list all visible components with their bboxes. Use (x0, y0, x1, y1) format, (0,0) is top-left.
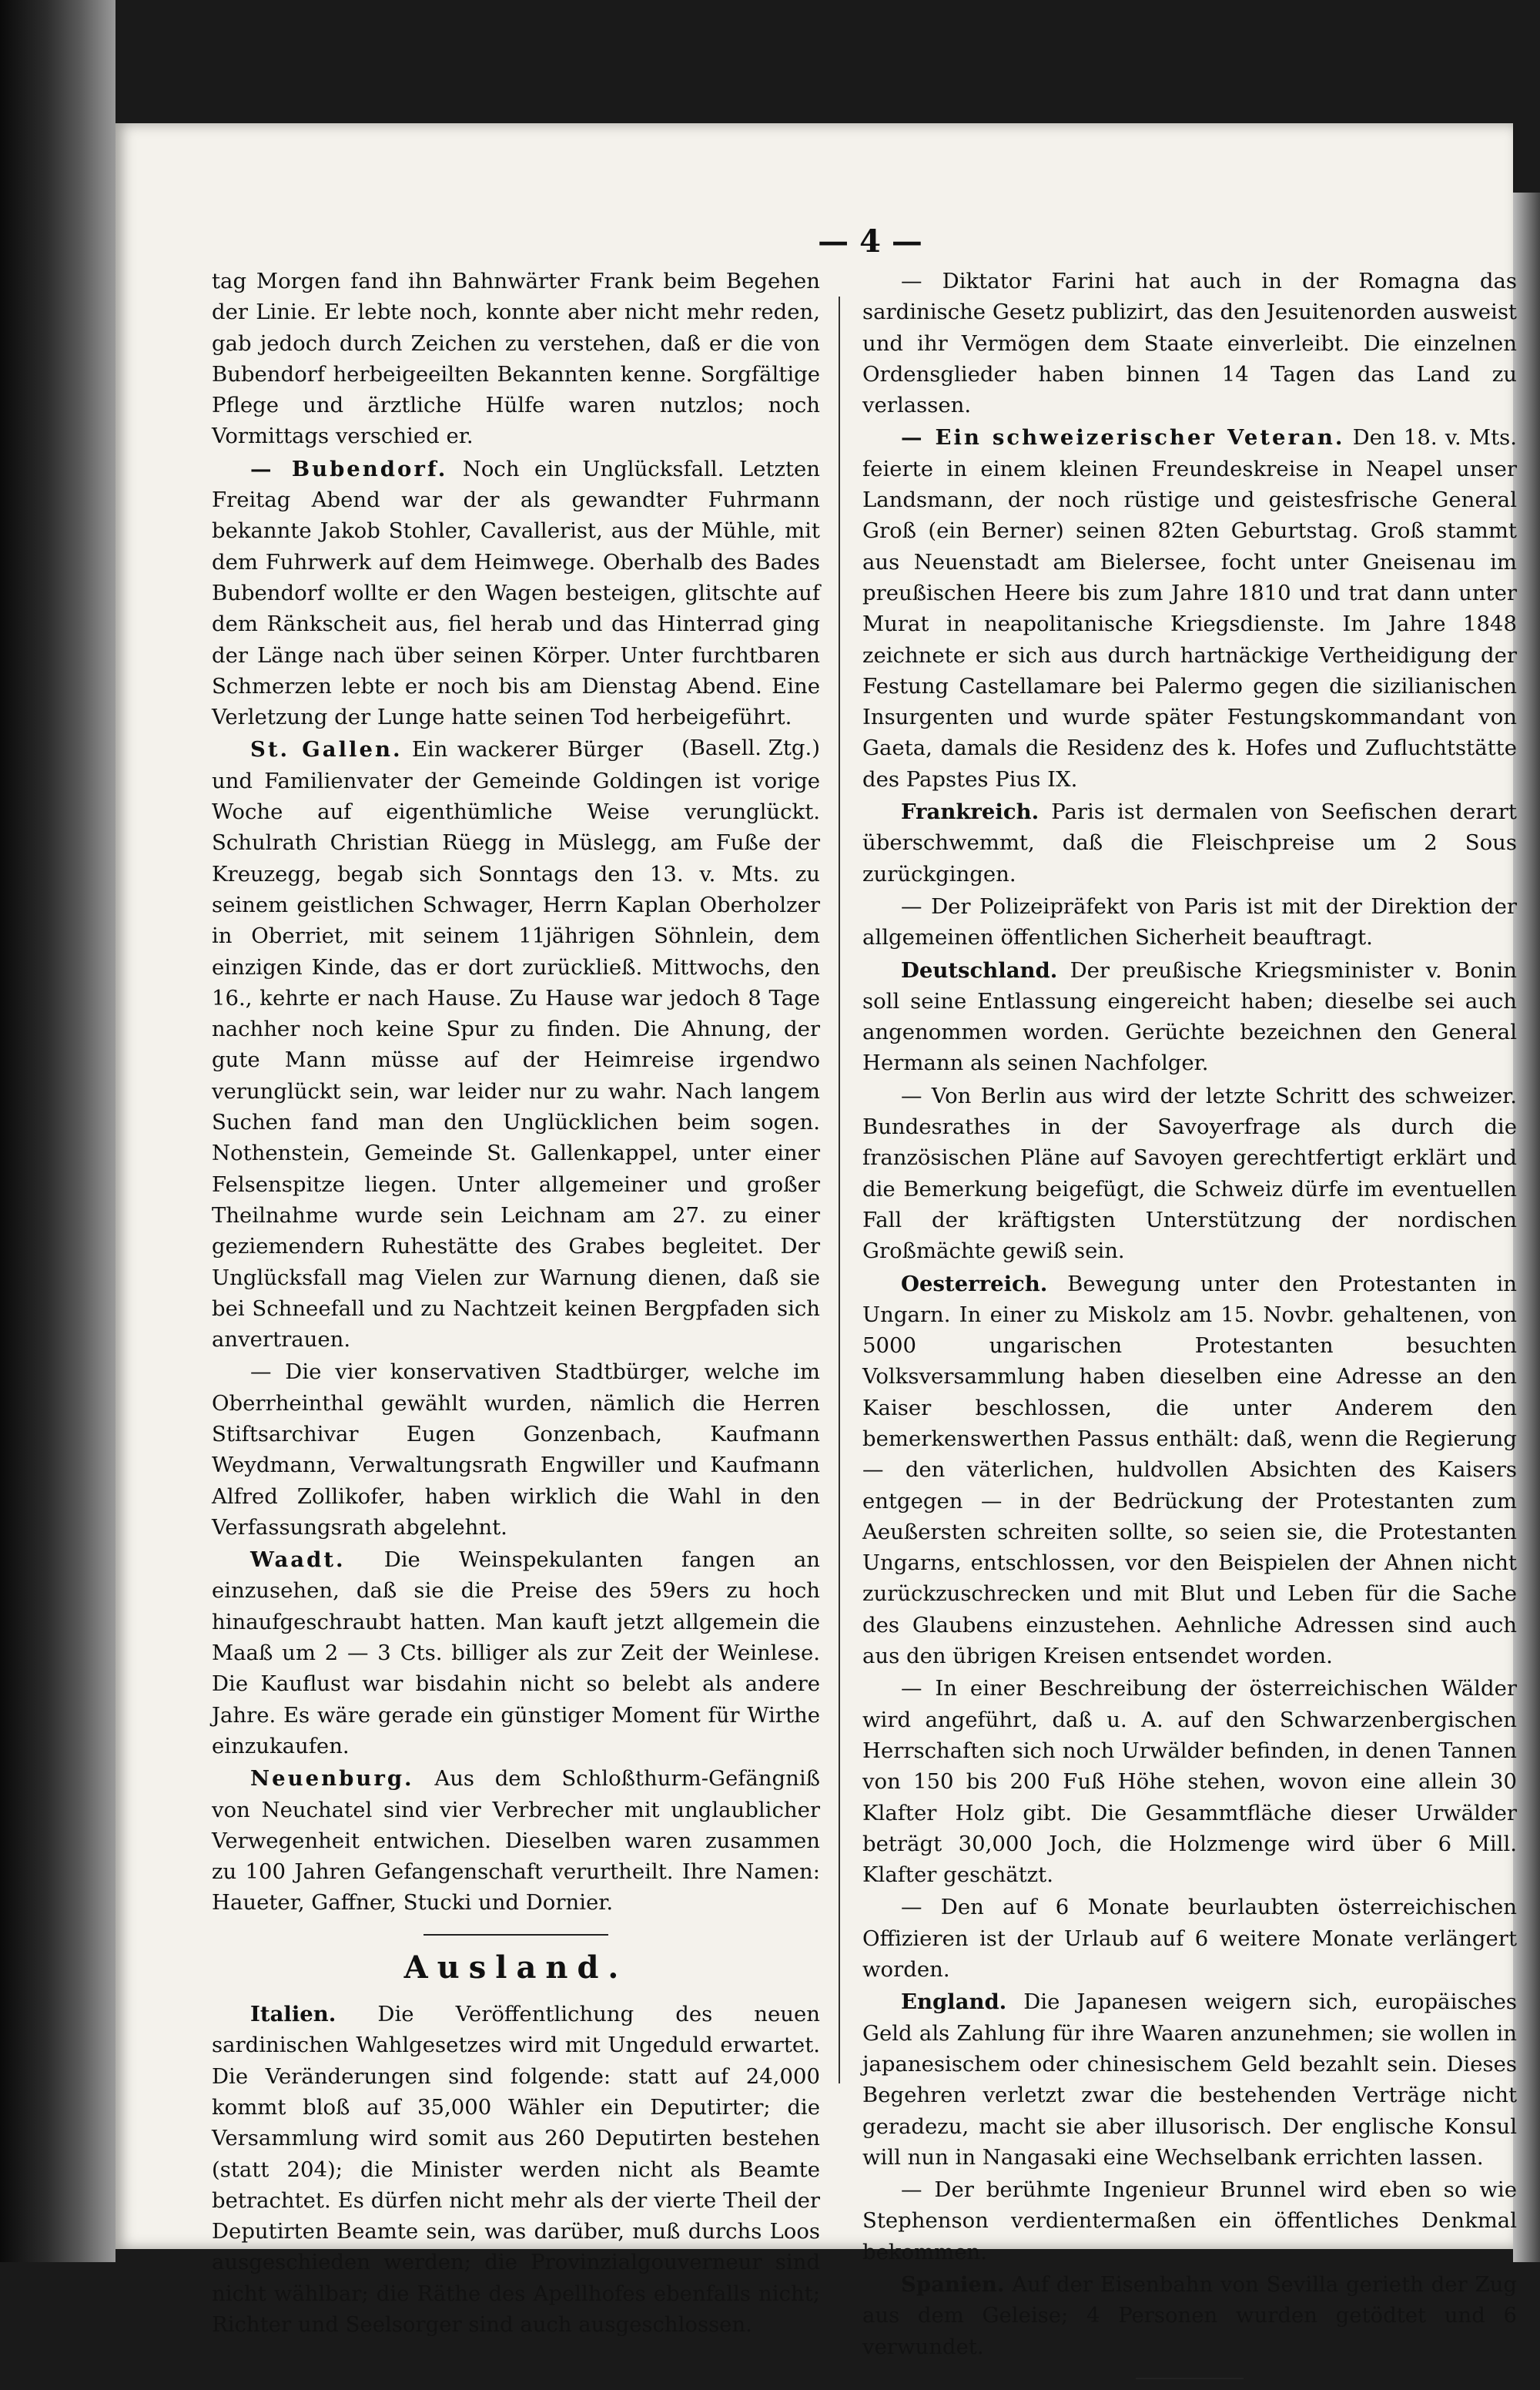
article-text: Die Veröffentlichung des neuen sardinischen Wahlgesetzes wird mit Ungeduld erwartet. Die Veränderungen sind folgende: statt auf 24,000 kommt bloß auf 35,000 Wähler ein Deputirter; die Versammlung wird somit aus 260 Deputirten bestehen (statt 204); die Minister werden nicht als Beamte betrachtet. Es dürfen nicht mehr als der vierte Theil der Deputirten Beamte sein, was darüber, muß durchs Loos ausgeschieden werden; die Provinzialgouverneur sind nicht wählbar; die Räthe des Apellhofes ebenfalls nicht; Richter und Seelsorger sind auch ausgeschlossen. (212, 2002, 820, 2337)
place-heading: — Ein schweizerischer Veteran. (901, 425, 1345, 451)
article-paragraph (212, 1763, 820, 1918)
article-paragraph: — Von Berlin aus wird der letzte Schritt des schweizer. Bundesrathes in der Savoyerfrage als durch die französischen Pläne auf Savoyen gerechtfertigt erklärt und die Bemerkung beigefügt, die Schweiz dürfe im eventuellen Fall der kräftigsten Unterstützung der nordischen Großmächte gewiß sein. (862, 1083, 1517, 1264)
article-paragraph: — Der berühmte Ingenieur Brunnel wird eben so wie Stephenson verdientermaßen ein öffentliches Denkmal bekommen. (862, 2177, 1517, 2264)
article-paragraph (862, 2269, 1517, 2362)
section-rule (424, 1934, 608, 1936)
right-column (862, 266, 1517, 2390)
column-divider (839, 297, 840, 2083)
article-paragraph: — Der Polizeipräfekt von Paris ist mit der Direktion der allgemeinen öffentlichen Sicherheit beauftragt. (862, 893, 1517, 950)
article-paragraph (862, 796, 1517, 890)
article-paragraph: — Diktator Farini hat auch in der Romagna das sardinische Gesetz publizirt, das den Jesuitenorden ausweist und ihr Vermögen dem Staate einverleibt. Die einzelnen Ordensglieder haben binnen 14 Tagen das Land zu verlassen. (862, 269, 1517, 418)
source-citation: (Basell. Ztg.) (681, 736, 820, 761)
country-heading: Spanien. (901, 2272, 1005, 2297)
country-heading: Oesterreich. (901, 1271, 1048, 1296)
section-title: Ausland. (403, 1949, 628, 1986)
article-text: Ein wackerer Bürger und Familienvater der Gemeinde Goldingen ist vorige Woche auf eigenthümliche Weise verunglückt. Schulrath Christian Rüegg in Müslegg, am Fuße der Kreuzegg, begab sich Sonntags den 13. v. Mts. zu seinem geistlichen Schwager, Herrn Kaplan Oberholzer in Oberriet, mit seinem 11jährigen Söhnlein, dem einzigen Kinde, das er dort zurückließ. Mittwochs, den 16., kehrte er nach Hause. Zu Hause war jedoch 8 Tage nachher noch keine Spur zu finden. Die Ahnung, der gute Mann müsse auf der Heimreise irgendwo verunglückt sein, war leider nur zu wahr. Nach langem Suchen fand man den Unglücklichen beim sogen. Nothenstein, Gemeinde St. Gallenkappel, unter einer Felsenspitze liegen. Unter allgemeiner und großer Theilnahme wurde sein Leichnam am 27. zu einer geziemendern Ruhestätte des Grabes begleitet. Der Unglücksfall mag Vielen zur Warnung dienen, daß sie bei Schneefall und zu Nachtzeit keinen Bergpfaden sich anvertrauen. (212, 737, 820, 1353)
article-text: Noch ein Unglücksfall. Letzten Freitag Abend war der als gewandter Fuhrmann bekannte Jakob Stohler, Cavallerist, aus der Mühle, mit dem Fuhrwerk auf dem Heimwege. Oberhalb des Bades Bubendorf wollte er den Wagen besteigen, glitschte auf dem Ränkscheit aus, fiel herab und das Hinterrad ging der Länge nach über seinen Körper. Unter furchtbaren Schmerzen lebte er noch bis am Dienstag Abend. Eine Verletzung der Lunge hatte seinen Tod herbeigeführt. (212, 456, 821, 730)
country-heading: Italien. (250, 2002, 336, 2027)
end-rule (1136, 2378, 1244, 2379)
article-text: Paris ist dermalen von Seefischen derart überschwemmt, daß die Fleischpreise um 2 Sous zurückgingen. (862, 799, 1517, 887)
article-paragraph (862, 1986, 1517, 2173)
article-paragraph: — Die vier konservativen Stadtbürger, welche im Oberrheinthal gewählt wurden, nämlich die Herren Stiftsarchivar Eugen Gonzenbach, Kaufmann Weydmann, Verwaltungsrath Engwiller und Kaufmann Alfred Zollikofer, haben wirklich die Wahl in den Verfassungsrath abgelehnt. (212, 1359, 820, 1540)
article-paragraph (212, 734, 820, 1355)
place-heading: Waadt. (250, 1547, 346, 1573)
article-paragraph (862, 1269, 1517, 1672)
article-paragraph (212, 1999, 820, 2340)
article-paragraph: — In einer Beschreibung der österreichischen Wälder wird angeführt, daß u. A. auf den Schwarzenbergischen Herrschaften sich noch Urwälder befinden, in denen Tannen von 150 bis 200 Fuß Höhe stehen, wovon eine allein 30 Klafter Holz gibt. Die Gesammtfläche dieser Urwälder beträgt 30,000 Joch, die Holzmenge wird über 6 Mill. Klafter geschätzt. (862, 1676, 1517, 1888)
article-paragraph: tag Morgen fand ihn Bahnwärter Frank beim Begehen der Linie. Er lebte noch, konnte aber nicht mehr reden, gab jedoch durch Zeichen zu verstehen, daß er die von Bubendorf herbeigeeilten Bekannten kenne. Sorgfältige Pflege und ärztliche Hülfe waren nutzlos; noch Vormittags verschied er. (212, 269, 820, 449)
article-text: Den 18. v. Mts. feierte in einem kleinen Freundeskreise in Neapel unser Landsmann, der noch rüstige und geistesfrische General Groß (ein Berner) seinen 82ten Geburtstag. Groß stammt aus Neuenstadt am Bielersee, focht unter Gneisenau im preußischen Heere bis zum Jahre 1810 und trat dann unter Murat in neapolitanische Kriegsdienste. Im Jahre 1848 zeichnete er sich aus durch hartnäckige Vertheidigung der Festung Castellamare bei Palermo gegen die sizilianischen Insurgenten und wurde später Festungskommandant von Gaeta, damals die Residenz des k. Hofes und Zufluchtstätte des Papstes Pius IX. (862, 425, 1517, 792)
page-number: — 4 — (818, 223, 922, 260)
article-paragraph (862, 955, 1517, 1079)
book-spine (0, 0, 116, 2262)
article-paragraph (862, 422, 1517, 795)
page-edge (1513, 193, 1540, 2262)
article-text: Auf der Eisenbahn von Sevilla gerieth der Zug aus dem Geleise; 4 Personen wurden getödtet und 6 verwundet. (862, 2272, 1517, 2359)
article-text: Die Weinspekulanten fangen an einzusehen, daß sie die Preise des 59ers zu hoch hinaufgeschraubt hatten. Man kauft jetzt allgemein die Maaß um 2 — 3 Cts. billiger als zur Zeit der Weinlese. Die Kauflust war bisdahin nicht so belebt als andere Jahre. Es wäre gerade ein günstiger Moment für Wirthe einzukaufen. (212, 1547, 820, 1758)
article-text: Der preußische Kriegsminister v. Bonin soll seine Entlassung eingereicht haben; dieselbe sei auch angenommen worden. Gerüchte bezeichnen den General Hermann als seinen Nachfolger. (862, 957, 1517, 1076)
article-paragraph (212, 1544, 820, 1761)
country-heading: England. (901, 1989, 1007, 2015)
country-heading: Frankreich. (901, 799, 1040, 825)
article-text: Die Japanesen weigern sich, europäisches Geld als Zahlung für ihre Waaren anzunehmen; sie wollen in japanesischem oder chinesischem Geld bezahlt sein. Dieses Begehren verletzt zwar die bestehenden Verträge nicht geradezu, macht sie aber illusorisch. Der englische Konsul will nun in Nangasaki eine Wechselbank errichten lassen. (862, 1989, 1517, 2170)
article-text: Bewegung unter den Protestanten in Ungarn. In einer zu Miskolz am 15. Novbr. gehaltenen, von 5000 ungarischen Protestanten besuchten Volksversammlung haben dieselben eine Adresse an den Kaiser beschlossen, die unter Anderem den bemerkenswerthen Passus enthält: daß, wenn die Regierung — den väterlichen, huldvollen Absichten des Kaisers entgegen — in der Bedrückung der Protestanten zum Aeußersten schreiten sollte, so seien sie, die Protestanten Ungarns, entschlossen, vor den Beispielen der Ahnen nicht zurückzuschrecken und mit Blut und Leben für die Sache des Glaubens einzustehen. Aehnliche Adressen sind auch aus den übrigen Kreisen entsendet worden. (862, 1271, 1517, 1669)
place-heading: — Bubendorf. (250, 456, 448, 481)
left-column (212, 266, 820, 2340)
article-text: Aus dem Schloßthurm-Gefängniß von Neuchatel sind vier Verbrecher mit unglaublicher Verwegenheit entwichen. Dieselben waren zusammen zu 100 Jahren Gefangenschaft verurtheilt. Ihre Namen: Haueter, Gaffner, Stucki und Dornier. (212, 1766, 820, 1916)
article-paragraph: — Den auf 6 Monate beurlaubten österreichischen Offizieren ist der Urlaub auf 6 weitere Monate verlängert worden. (862, 1895, 1517, 1983)
place-heading: St. Gallen. (250, 737, 403, 763)
country-heading: Deutschland. (901, 957, 1058, 983)
place-heading: Neuenburg. (250, 1766, 414, 1792)
